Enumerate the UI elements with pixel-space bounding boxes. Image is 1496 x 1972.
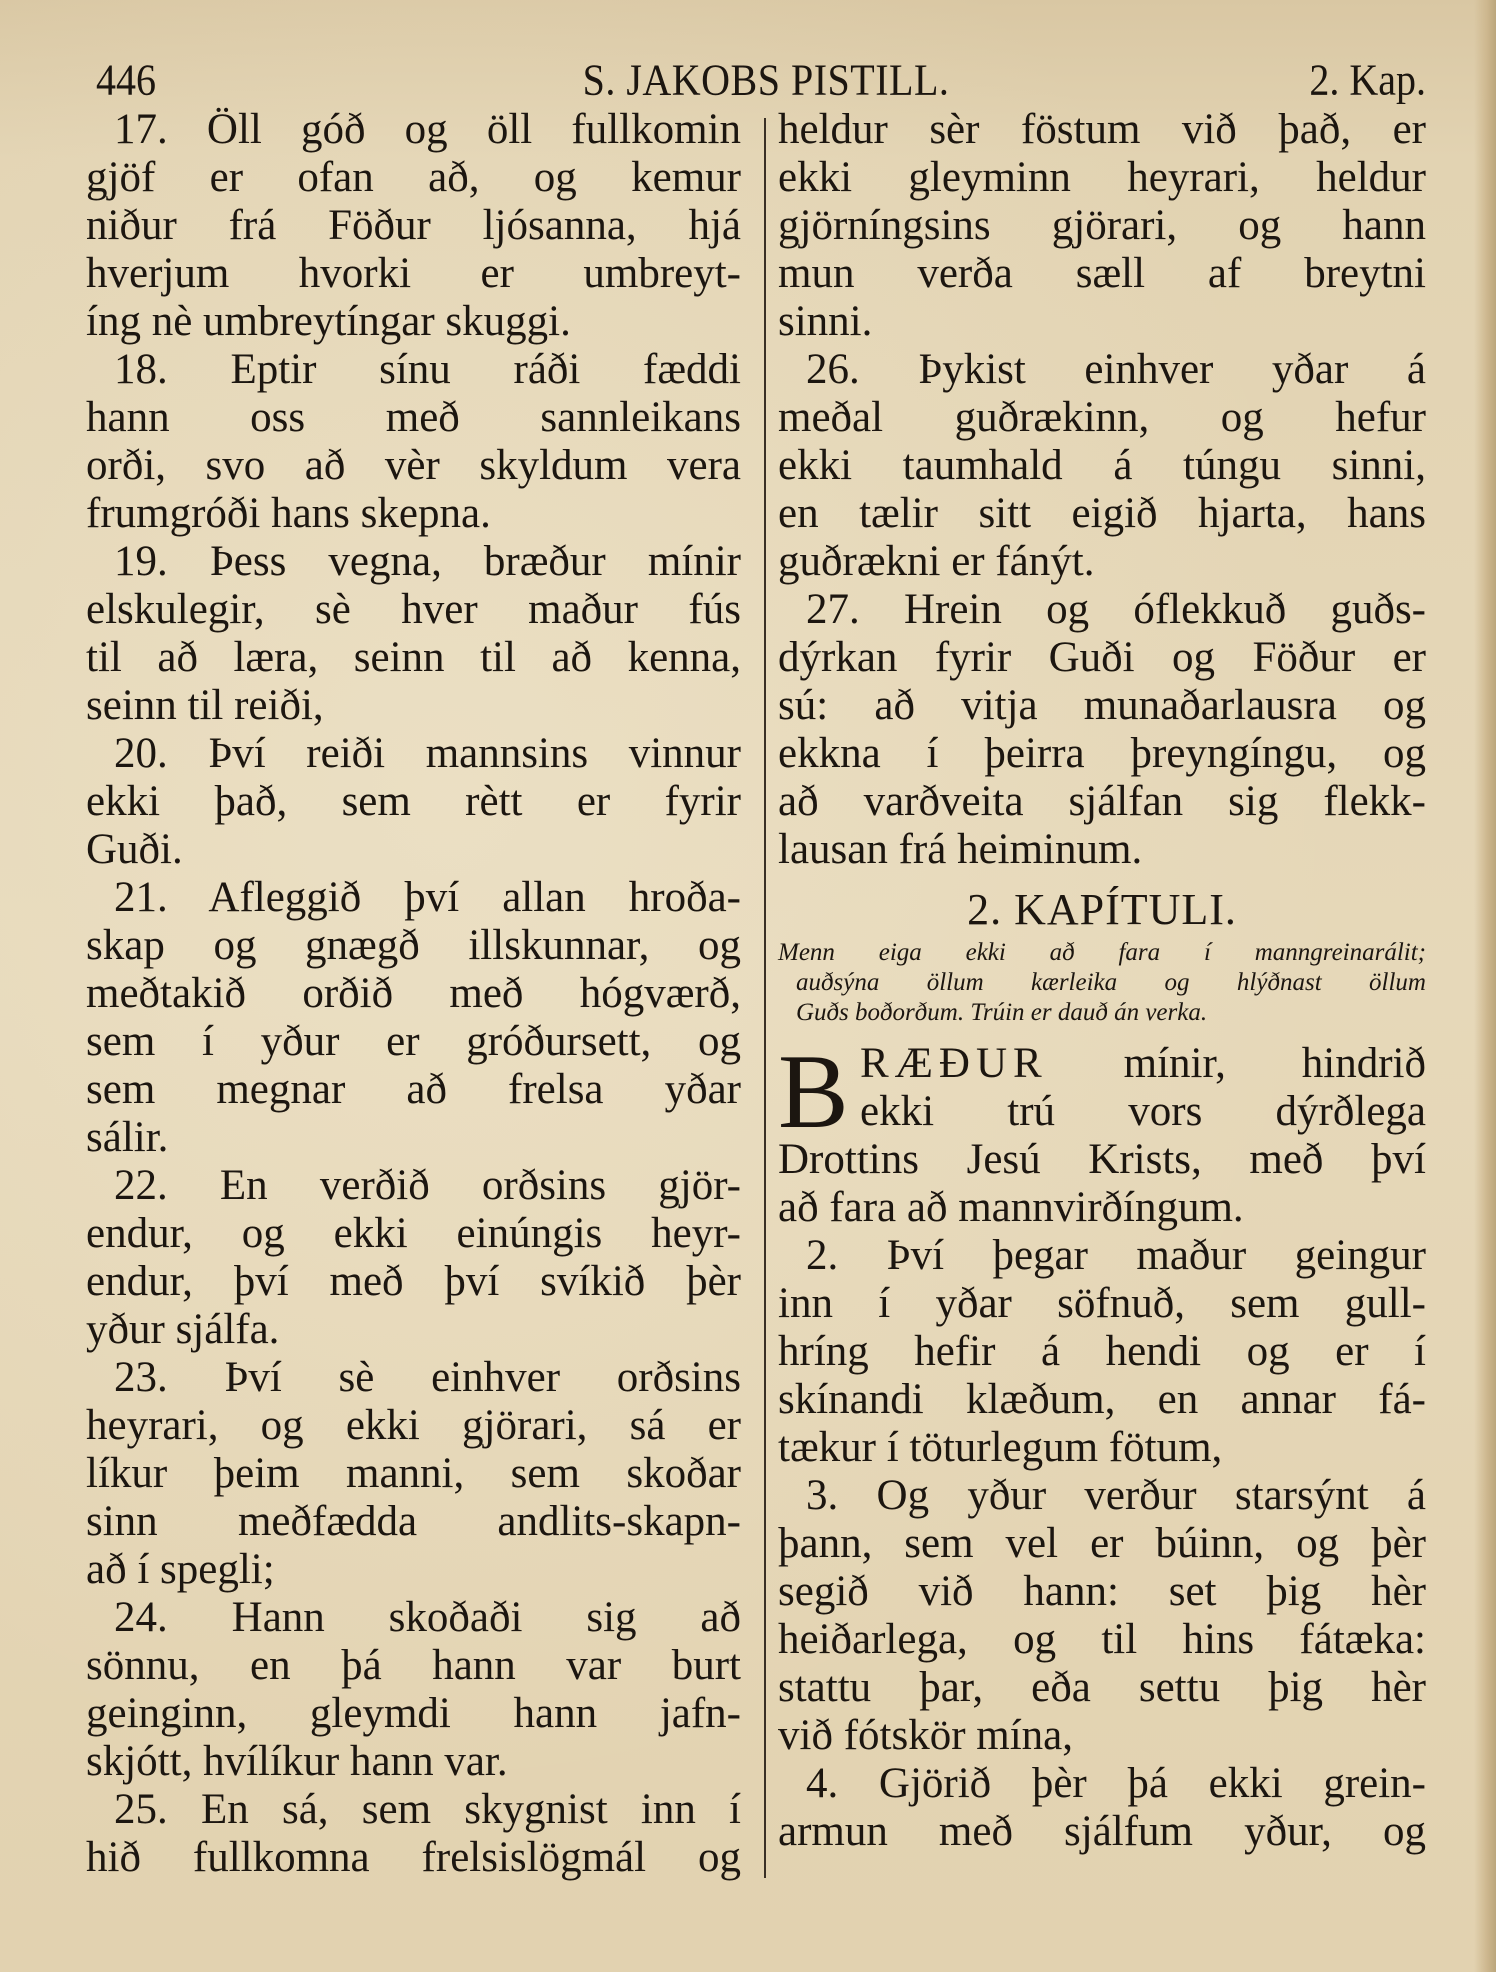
text-line: sú: að vitja munaðarlausra og: [778, 682, 1426, 729]
right-column: [778, 106, 1426, 1856]
text-line: sönnu, en þá hann var burt: [86, 1642, 741, 1689]
right-column-verses-continued: [778, 1136, 1426, 1856]
verse-line: 19. Þess vegna, bræður mínir: [114, 538, 741, 585]
text-line: guðrækni er fánýt.: [778, 538, 1095, 585]
verse-line: 17. Öll góð og öll fullkomin: [114, 106, 741, 153]
text-line: geinginn, gleymdi hann jafn-: [86, 1690, 741, 1737]
verse-line: 20. Því reiði mannsins vinnur: [114, 730, 741, 777]
text-line: frumgróði hans skepna.: [86, 490, 491, 537]
text-line: en tælir sitt eigið hjarta, hans: [778, 490, 1426, 537]
text-line: íng nè umbreytíngar skuggi.: [86, 298, 571, 345]
text-line: tækur í töturlegum fötum,: [778, 1424, 1223, 1471]
text-line: skap og gnægð illskunnar, og: [86, 922, 741, 969]
text-line: segið við hann: set þig hèr: [778, 1568, 1426, 1615]
text-line: við fótskör mína,: [778, 1712, 1073, 1759]
text-line: meðtakið orðið með hógværð,: [86, 970, 741, 1017]
chapter-opening: [778, 1033, 1426, 1150]
page-edge: [1474, 0, 1496, 1972]
text-line: gjöf er ofan að, og kemur: [86, 154, 741, 201]
text-line: niður frá Föður ljósanna, hjá: [86, 202, 741, 249]
verse-line: 21. Afleggið því allan hroða-: [114, 874, 741, 921]
summary-line: auðsýna öllum kærleika og hlýðnast öllum: [796, 969, 1426, 996]
text-line: sálir.: [86, 1114, 169, 1161]
text-line: ekki trú vors dýrðlega: [860, 1088, 1426, 1135]
text-line: ekki það, sem rètt er fyrir: [86, 778, 741, 825]
text-line: skínandi klæðum, en annar fá-: [778, 1376, 1426, 1423]
text-line: elskulegir, sè hver maður fús: [86, 586, 741, 633]
text-line: skjótt, hvílíkur hann var.: [86, 1738, 508, 1785]
text-line: að í spegli;: [86, 1546, 275, 1593]
text-line: Guði.: [86, 826, 183, 873]
text-line: ekkna í þeirra þreyngíngu, og: [778, 730, 1426, 777]
text-line: þann, sem vel er búinn, og þèr: [778, 1520, 1426, 1567]
text-line: heiðarlega, og til hins fátæka:: [778, 1616, 1426, 1663]
text-line: seinn til reiði,: [86, 682, 324, 729]
text-line: sem í yður er gróðursett, og: [86, 1018, 741, 1065]
running-title: S. JAKOBS PISTILL.: [582, 54, 950, 105]
text-line: heyrari, og ekki gjörari, sá er: [86, 1402, 741, 1449]
verse-line: 3. Og yður verður starsýnt á: [806, 1472, 1426, 1519]
text-line: inn í yðar söfnuð, sem gull-: [778, 1280, 1426, 1327]
text-line: hann oss með sannleikans: [86, 394, 741, 441]
summary-line: Menn eiga ekki að fara í manngreinarálit;: [778, 939, 1426, 966]
text-line: til að læra, seinn til að kenna,: [86, 634, 741, 681]
text-line: orði, svo að vèr skyldum vera: [86, 442, 741, 489]
text-line: [778, 1040, 1426, 1088]
left-column: [86, 106, 741, 1882]
summary-line: Guðs boðorðum. Trúin er dauð án verka.: [796, 999, 1208, 1026]
text-line: lausan frá heiminum.: [778, 826, 1143, 873]
text-line: hríng hefir á hendi og er í: [778, 1328, 1426, 1375]
text-line: hið fullkomna frelsislögmál og: [86, 1834, 741, 1881]
verse-line: 26. Þykist einhver yðar á: [806, 346, 1426, 393]
text-line: ekki taumhald á túngu sinni,: [778, 442, 1426, 489]
text-line: stattu þar, eða settu þig hèr: [778, 1664, 1426, 1711]
verse-line: 22. En verðið orðsins gjör-: [114, 1162, 741, 1209]
text-line: mun verða sæll af breytni: [778, 250, 1426, 297]
text-line: armun með sjálfum yður, og: [778, 1808, 1426, 1855]
text-line: að fara að mannvirðíngum.: [778, 1184, 1244, 1231]
small-caps-word: RÆÐUR: [860, 1040, 1048, 1087]
text-line: að varðveita sjálfan sig flekk-: [778, 778, 1426, 825]
text-line: sinni.: [778, 298, 873, 345]
text-line: sinn meðfædda andlits-skapn-: [86, 1498, 741, 1545]
page-number: 446: [96, 54, 156, 105]
drop-cap: B: [778, 1033, 849, 1150]
text-line: ekki gleyminn heyrari, heldur: [778, 154, 1426, 201]
chapter-summary: [778, 938, 1426, 1028]
right-column-verses: [778, 106, 1426, 874]
verse-line: 18. Eptir sínu ráði fæddi: [114, 346, 741, 393]
verse-line: 25. En sá, sem skygnist inn í: [114, 1786, 741, 1833]
text-line: sem megnar að frelsa yðar: [86, 1066, 741, 1113]
text-line: hverjum hvorki er umbreyt-: [86, 250, 741, 297]
text-line: gjörníngsins gjörari, og hann: [778, 202, 1426, 249]
text-line: líkur þeim manni, sem skoðar: [86, 1450, 741, 1497]
text-line: Drottins Jesú Krists, með því: [778, 1136, 1426, 1183]
running-header: [96, 52, 1426, 108]
text-fragment: mínir, hindrið: [1047, 1040, 1426, 1087]
verse-line: 23. Því sè einhver orðsins: [114, 1354, 741, 1401]
verse-line: 4. Gjörið þèr þá ekki grein-: [806, 1760, 1426, 1807]
verse-line: 24. Hann skoðaði sig að: [114, 1594, 741, 1641]
text-line: endur, og ekki einúngis heyr-: [86, 1210, 741, 1257]
text-line: heldur sèr föstum við það, er: [778, 106, 1426, 153]
chapter-heading: 2. KAPÍTULI.: [967, 885, 1237, 934]
verse-line: 2. Því þegar maður geingur: [806, 1232, 1426, 1279]
text-line: dýrkan fyrir Guði og Föður er: [778, 634, 1426, 681]
text-line: yður sjálfa.: [86, 1306, 280, 1353]
column-divider: [764, 118, 766, 1878]
text-line: endur, því með því svíkið þèr: [86, 1258, 741, 1305]
verse-line: 27. Hrein og óflekkuð guðs-: [806, 586, 1426, 633]
chapter-reference: 2. Kap.: [1309, 54, 1426, 105]
text-line: meðal guðrækinn, og hefur: [778, 394, 1426, 441]
